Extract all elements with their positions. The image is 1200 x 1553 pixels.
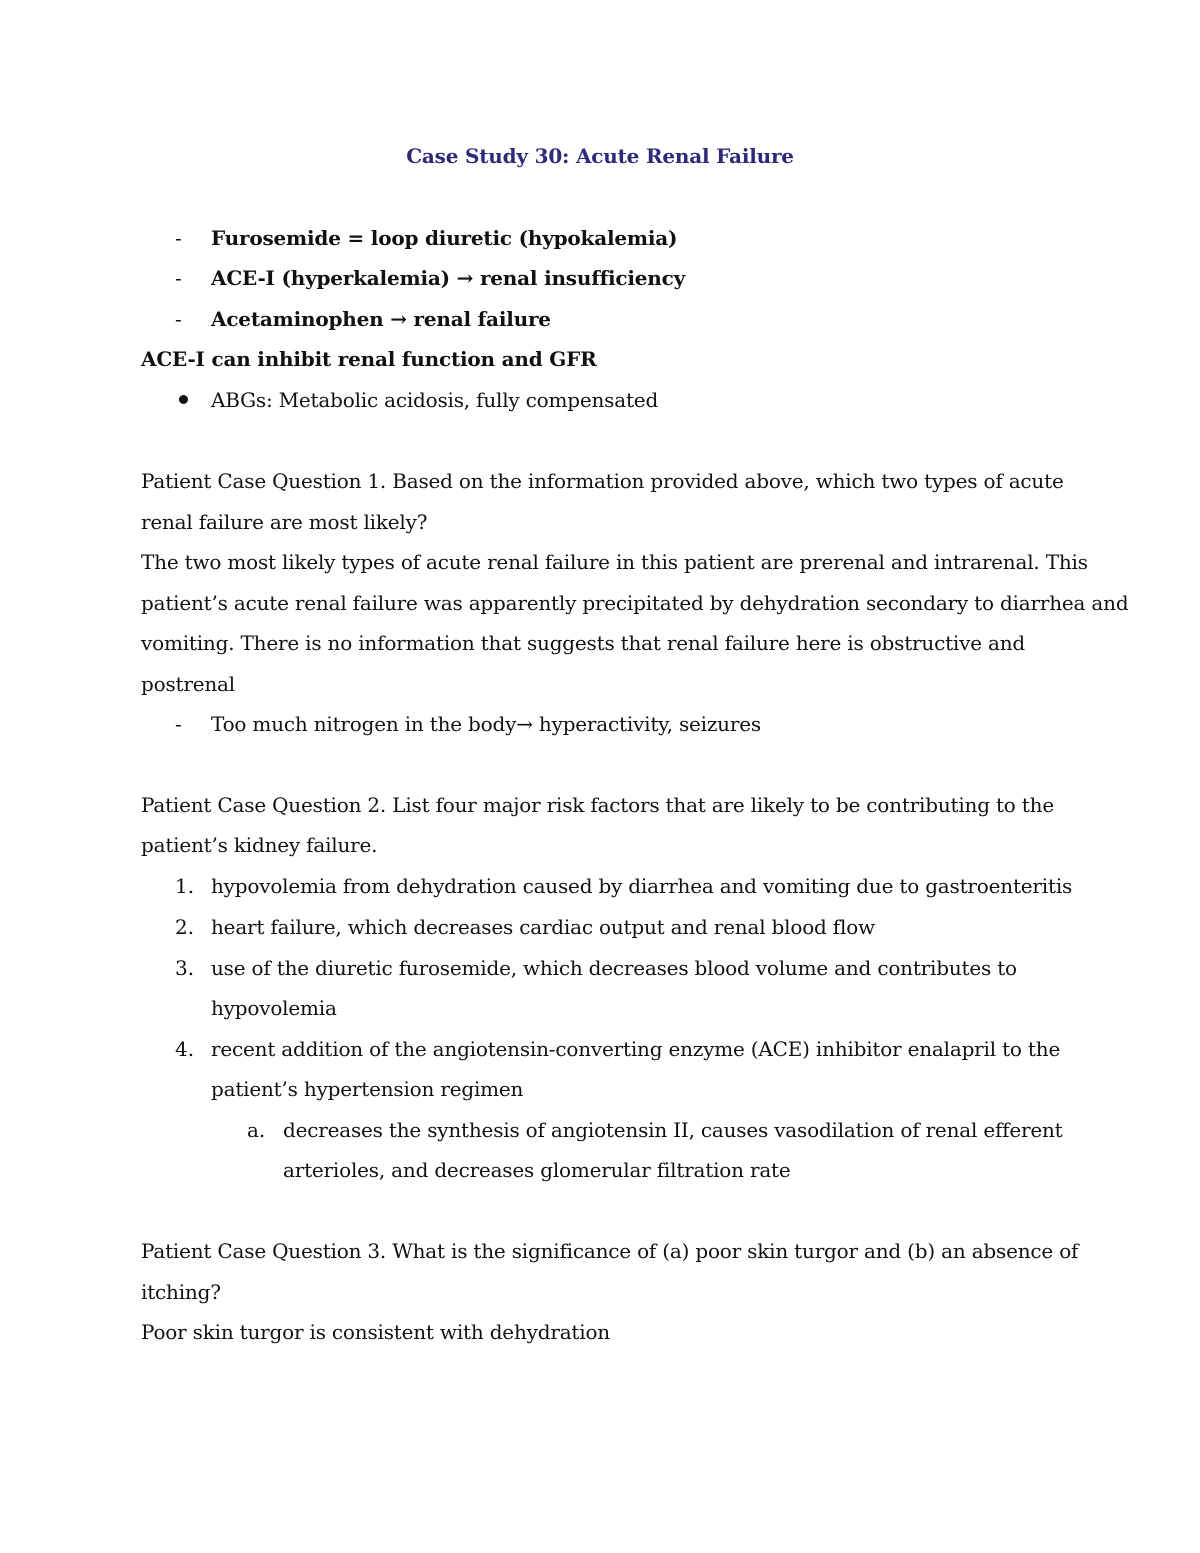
dash-marker: - — [175, 226, 182, 250]
list-item-text: use of the diuretic furosemide, which decreases blood volume and contributes to — [211, 956, 1017, 980]
dash-item-text: Furosemide = loop diuretic (hypokalemia) — [211, 226, 678, 250]
dash-marker: - — [175, 712, 182, 736]
question-1-text: Patient Case Question 1. Based on the information provided above, which two types of acute — [141, 469, 1064, 493]
question-2-text: Patient Case Question 2. List four major risk factors that are likely to be contributing to the — [141, 793, 1054, 817]
dash-item-text: Acetaminophen → renal failure — [211, 307, 551, 331]
dash-marker: - — [175, 266, 182, 290]
answer-1-note-text: Too much nitrogen in the body→ hyperactivity, seizures — [211, 712, 761, 736]
question-3-text: Patient Case Question 3. What is the significance of (a) poor skin turgor and (b) an absence of — [141, 1239, 1079, 1263]
question-2-text: patient’s kidney failure. — [141, 833, 378, 857]
answer-3-text: Poor skin turgor is consistent with dehydration — [141, 1320, 610, 1344]
list-item-text: patient’s hypertension regimen — [211, 1077, 524, 1101]
dash-marker: - — [175, 307, 182, 331]
list-item-text: hypovolemia — [211, 996, 337, 1020]
sub-list-item-text: decreases the synthesis of angiotensin II, causes vasodilation of renal efferent — [283, 1118, 1063, 1142]
dash-item-text: ACE-I (hyperkalemia) → renal insufficiency — [211, 266, 686, 290]
answer-1-text: postrenal — [141, 672, 235, 696]
list-item-text: recent addition of the angiotensin-converting enzyme (ACE) inhibitor enalapril to the — [211, 1037, 1061, 1061]
list-item-text: hypovolemia from dehydration caused by diarrhea and vomiting due to gastroenteritis — [211, 874, 1073, 898]
list-number: 3. — [175, 956, 195, 980]
sub-list-item-text: arterioles, and decreases glomerular filtration rate — [283, 1158, 791, 1182]
abg-bullet-text: ABGs: Metabolic acidosis, fully compensated — [211, 388, 659, 412]
sub-list-letter: a. — [247, 1118, 266, 1142]
list-number: 2. — [175, 915, 195, 939]
bullet-dot-icon — [179, 395, 188, 404]
answer-1-text: The two most likely types of acute renal failure in this patient are prerenal and intrarenal. This — [141, 550, 1088, 574]
list-number: 1. — [175, 874, 195, 898]
answer-1-text: vomiting. There is no information that suggests that renal failure here is obstructive and — [141, 631, 1026, 655]
document-title: Case Study 30: Acute Renal Failure — [406, 144, 794, 168]
answer-1-text: patient’s acute renal failure was apparently precipitated by dehydration secondary to diarrhea and — [141, 591, 1129, 615]
list-number: 4. — [175, 1037, 195, 1061]
question-3-text: itching? — [141, 1280, 221, 1304]
list-item-text: heart failure, which decreases cardiac output and renal blood flow — [211, 915, 875, 939]
question-1-text: renal failure are most likely? — [141, 510, 428, 534]
ace-note: ACE-I can inhibit renal function and GFR — [141, 347, 597, 371]
